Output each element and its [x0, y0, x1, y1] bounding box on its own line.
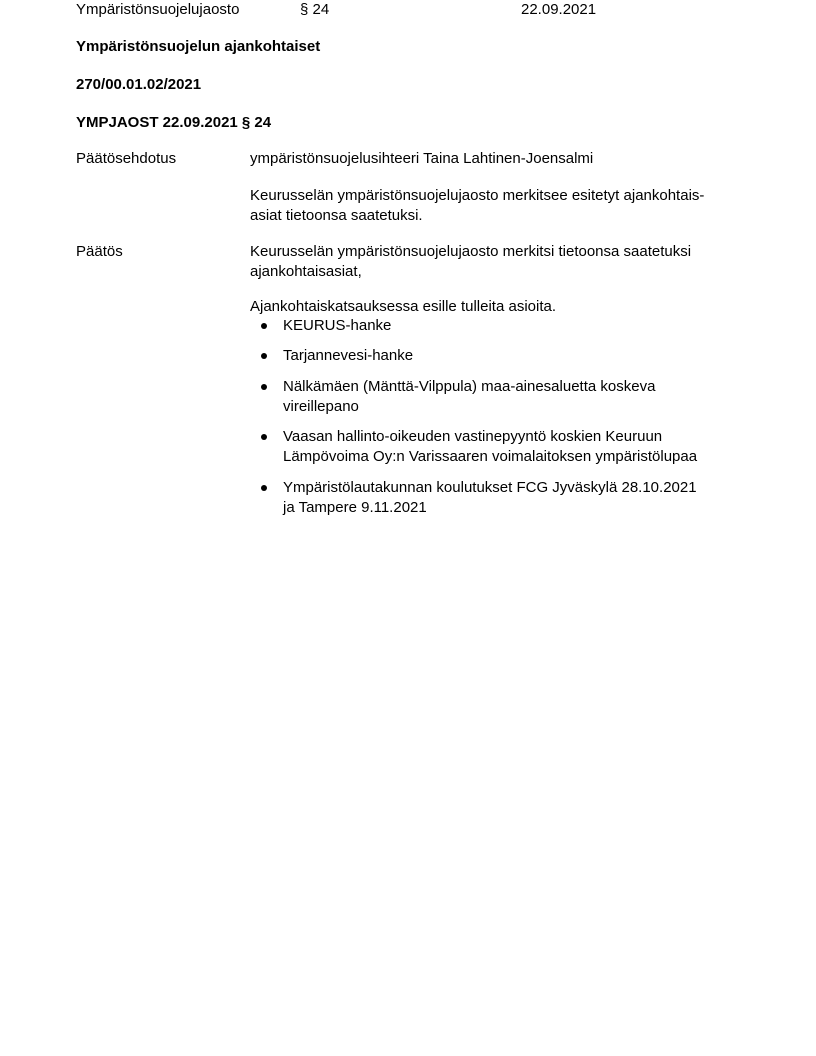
bullet-icon	[261, 353, 267, 359]
list-item	[250, 316, 750, 336]
proposal-text-line: asiat tietoonsa saatetuksi.	[250, 207, 423, 224]
header-section: § 24	[300, 1, 330, 18]
bullet-icon	[261, 434, 267, 440]
proposal-label: Päätösehdotus	[76, 150, 177, 167]
proposal-text-line: Keurusselän ympäristönsuojelujaosto merkitsee esitetyt ajankohtais-	[250, 187, 705, 204]
header-department: Ympäristönsuojelujaosto	[76, 1, 240, 18]
proposal-text	[250, 186, 750, 226]
header-date: 22.09.2021	[521, 1, 597, 18]
list-item-text-continued: ja Tampere 9.11.2021	[283, 499, 427, 516]
meeting-reference: YMPJAOST 22.09.2021 § 24	[76, 114, 272, 131]
list-item-text: Nälkämäen (Mänttä-Vilppula) maa-ainesaluetta koskeva	[283, 378, 656, 395]
list-item-text: Tarjannevesi-hanke	[283, 347, 414, 364]
list-item	[250, 346, 750, 366]
bullet-icon	[261, 384, 267, 390]
bullet-icon	[261, 485, 267, 491]
list-item	[250, 377, 750, 417]
list-item-text: Vaasan hallinto-oikeuden vastinepyyntö koskien Keuruun	[283, 428, 663, 445]
list-item	[250, 478, 750, 518]
list-item	[250, 427, 750, 467]
list-item-text-continued: vireillepano	[283, 398, 359, 415]
bullet-icon	[261, 323, 267, 329]
list-item-text: KEURUS-hanke	[283, 317, 392, 334]
record-number: 270/00.01.02/2021	[76, 76, 202, 93]
document-title: Ympäristönsuojelun ajankohtaiset	[76, 38, 321, 55]
list-item-text: Ympäristölautakunnan koulutukset FCG Jyväskylä 28.10.2021	[283, 479, 697, 496]
decision-intro: Ajankohtaiskatsauksessa esille tulleita asioita.	[250, 298, 556, 315]
decision-text-line: Keurusselän ympäristönsuojelujaosto merkitsi tietoonsa saatetuksi	[250, 243, 692, 260]
list-item-text-continued: Lämpövoima Oy:n Varissaaren voimalaitoksen ympäristölupaa	[283, 448, 698, 465]
decision-text	[250, 242, 750, 282]
proposal-presenter: ympäristönsuojelusihteeri Taina Lahtinen-Joensalmi	[250, 150, 594, 167]
decision-item-list	[250, 316, 750, 518]
decision-text-line: ajankohtaisasiat,	[250, 263, 362, 280]
decision-label: Päätös	[76, 243, 123, 260]
